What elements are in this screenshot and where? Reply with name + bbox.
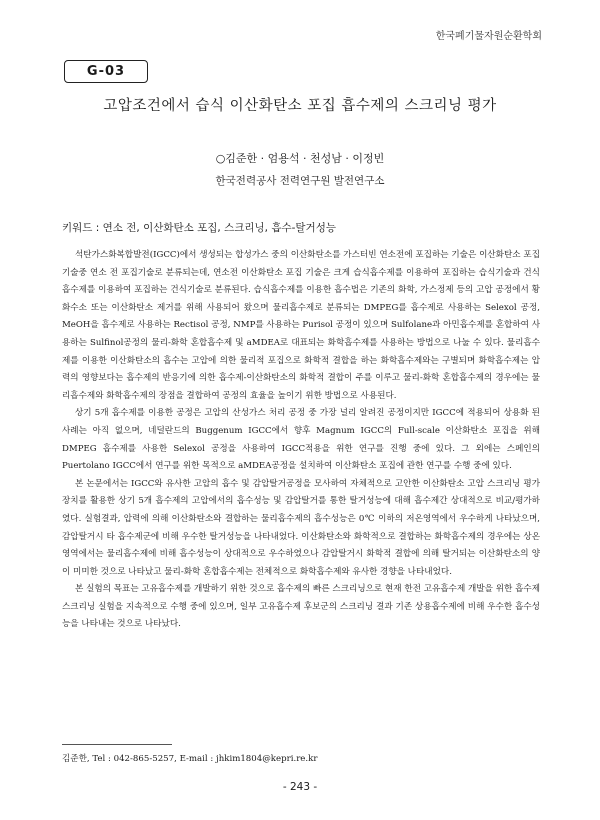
paragraph-4: 본 실험의 목표는 고유흡수제를 개발하기 위한 것으로 흡수제의 빠른 스크리닝으로 현재 한전 고유흡수제 개발을 위한 흡수제 스크리닝 실험을 지속적으로 수행 중에 있으며, 일부 고유흡수제 후보군의 스크리닝 결과 기존 상용흡수제에 비해 우수한 흡수성능을 나타내는 것으로 나타났다. bbox=[62, 584, 540, 630]
footnote-contact: 김준한, Tel : 042-865-5257, E-mail : jhkim1804@kepri.re.kr bbox=[62, 754, 318, 764]
header-organization: 한국폐기물자원순환학회 bbox=[435, 31, 542, 42]
footnote-divider bbox=[62, 744, 172, 745]
keywords-line: 키워드 : 연소 전, 이산화탄소 포집, 스크리닝, 흡수-탈거성능 bbox=[62, 222, 336, 234]
paragraph-2: 상기 5개 흡수제를 이용한 공정은 고압의 산성가스 처리 공정 중 가장 널리 알려진 공정이지만 IGCC에 적용되어 상용화 된 사례는 아직 없으며, 네덜란드의 Buggenum IGCC에서 향후 Magnum IGCC의 Full-scale 이산화탄소 포집을 위해 DMPEG 흡수제를 사용한 Selexol 공정을 사용하여 IGCC적용을 위한 연구를 진행 중에 있다. 그 외에는 스페인의 Puertolano IGCC에서 연구를 위한 목적으로 aMDEA공정을 설치하여 이산화탄소 포집에 관한 연구를 수행 중에 있다. bbox=[62, 408, 540, 472]
paragraph-3: 본 논문에서는 IGCC와 유사한 고압의 흡수 및 감압탈거공정을 모사하여 자체적으로 고안한 이산화탄소 고압 스크리닝 평가장치를 활용한 상기 5개 흡수제의 고압에서의 흡수성능 및 감압탈거를 통한 탈거성능에 대해 흡수제간 상대적으로 비교/평가하였다. 실험결과, 압력에 의해 이산화탄소와 결합하는 물리흡수제의 흡수성능은 0℃ 이하의 저온영역에서 우수하게 나타났으며, 감압탈거시 타 흡수제군에 비해 우수한 탈거성능을 나타내었다. 이산화탄소와 화학적으로 결합하는 화학흡수제의 경우에는 상온영역에서는 물리흡수제에 비해 흡수성능이 상대적으로 우수하였으나 감압탈거시 화학적 결합에 의해 탈거되는 이산화탄소의 양이 미미한 것으로 나타났고 물리-화학 혼합흡수제는 전체적으로 화학흡수제와 유사한 경향을 나타내었다. bbox=[62, 478, 540, 577]
abstract-body bbox=[62, 247, 540, 634]
session-code-badge: G-03 bbox=[64, 60, 148, 83]
author-list: ○김준한 · 엄용석 · 천성남 · 이정빈 bbox=[215, 152, 385, 165]
page-number: - 243 - bbox=[282, 781, 318, 793]
paragraph-1: 석탄가스화복합발전(IGCC)에서 생성되는 합성가스 중의 이산화탄소를 가스터빈 연소전에 포집하는 기술은 이산화탄소 포집 기술중 연소 전 포집기술로 분류되는데, 연소전 이산화탄소 포집 기술은 크게 습식흡수제를 이용하여 포집하는 습식기술과 건식흡수제를 이용하여 포집하는 건식기술로 분류된다. 습식흡수제를 이용한 흡수법은 기존의 화학, 가스정제 등의 고압 공정에서 황화수소 또는 이산화탄소 제거를 위해 사용되어 왔으며 물리흡수제로 분류되는 DMPEG를 흡수제로 사용하는 Selexol 공정, MeOH을 흡수제로 사용하는 Rectisol 공정, NMP를 사용하는 Purisol 공정이 있으며 Sulfolane과 아민흡수제를 혼합하여 사용하는 Sulfinol공정의 물리-화학 혼합흡수제 및 aMDEA로 대표되는 화학흡수제를 사용하는 방법으로 나눌 수 있다. 물리흡수제를 이용한 이산화탄소의 흡수는 고압에 의한 물리적 포집으로 화학적 결합을 하는 화학흡수제와는 구별되며 화학흡수제는 압력의 영향보다는 흡수제의 반응기에 의한 흡수제-이산화탄소의 화학적 결합이 주를 이루고 물리-화학 혼합흡수제의 경우에는 물리흡수제와 화학흡수제의 장점을 결합하여 공정의 효율을 높이기 위한 방법으로 사용된다. bbox=[62, 250, 540, 401]
author-affiliation: 한국전력공사 전력연구원 발전연구소 bbox=[215, 175, 385, 187]
paper-title: 고압조건에서 습식 이산화탄소 포집 흡수제의 스크리닝 평가 bbox=[103, 98, 497, 114]
